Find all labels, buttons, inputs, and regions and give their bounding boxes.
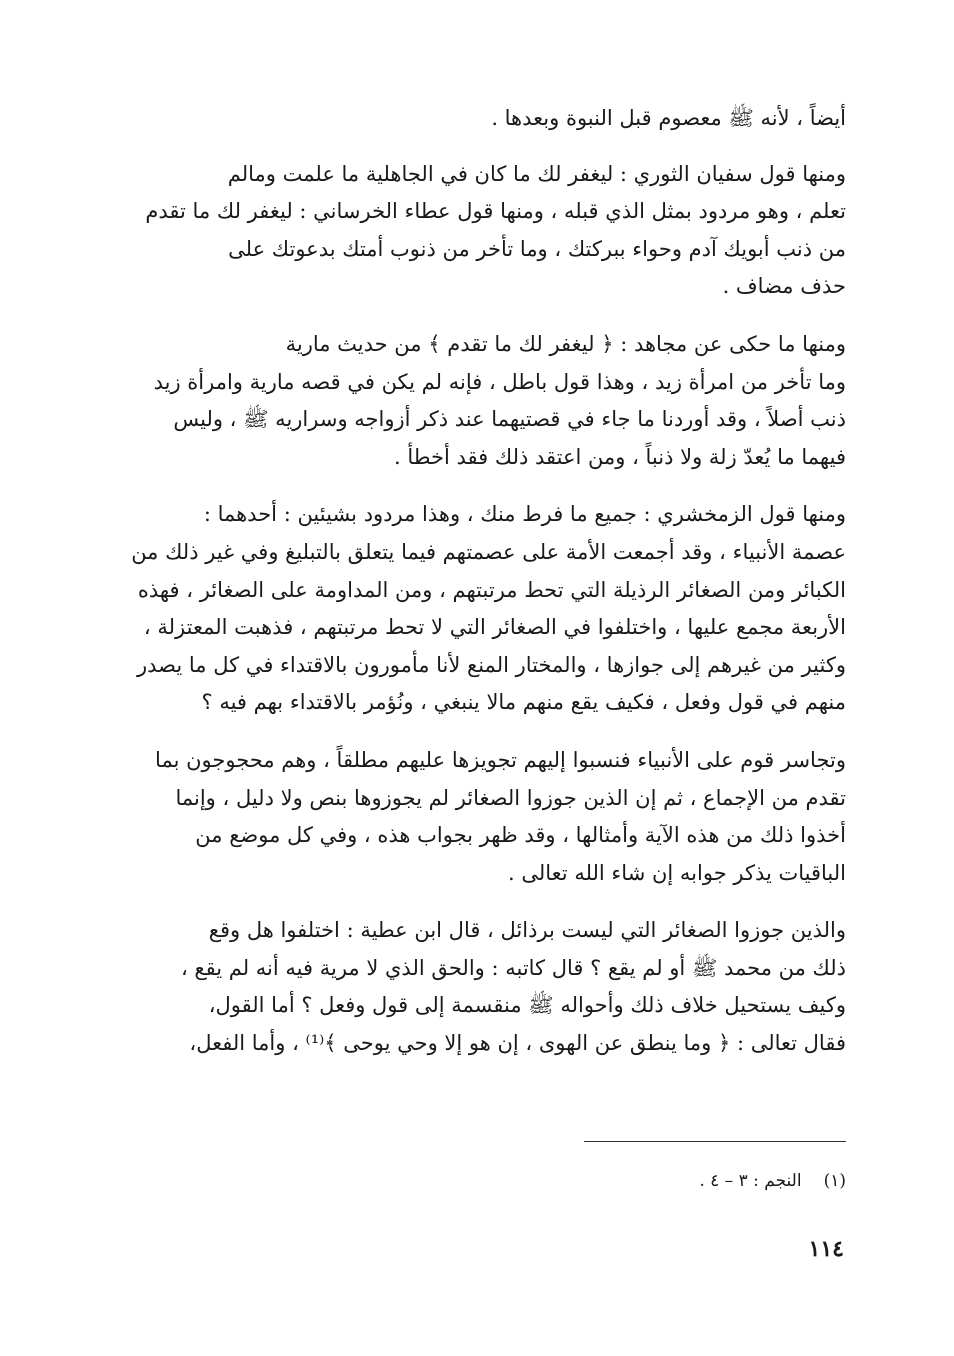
text-line: تعلم ، وهو مردود بمثل الذي قبله ، ومنها قول عطاء الخرساني : ليغفر لك ما تقدم <box>145 199 846 224</box>
text-line: أيضاً ، لأنه ﷺ معصوم قبل النبوة وبعدها . <box>491 106 846 130</box>
page-number: ١١٤ <box>808 1236 844 1262</box>
text-line: وكثير من غيرهم إلى جوازها ، والمختار المنع لأنا مأمورون بالاقتداء في كل ما يصدر <box>137 652 846 677</box>
text-line: فقال تعالى : ﴿ وما ينطق عن الهوى ، إن هو إلا وحي يوحى ﴾⁽¹⁾ ، وأما الفعل، <box>189 1031 846 1056</box>
text-line: الأربعة مجمع عليها ، واختلفوا في الصغائر التي لا تحط مرتبتهم ، فذهبت المعتزلة ، <box>143 615 846 640</box>
footnote <box>699 1171 846 1191</box>
text-line: الكبائر ومن الصغائر الرذيلة التي تحط مرتبتهم ، ومن المداومة على الصغائر ، فهذه <box>137 577 846 602</box>
paragraph-2 <box>120 156 846 306</box>
paragraph-3 <box>120 326 846 476</box>
text-line: وكيف يستحيل خلاف ذلك وأحواله ﷺ منقسمة إلى قول وفعل ؟ أما القول، <box>208 993 846 1018</box>
text-line: حذف مضاف . <box>722 274 846 299</box>
paragraph-5 <box>120 742 846 892</box>
footnote-text: النجم : ٣ – ٤ . <box>699 1171 802 1191</box>
text-line: منهم في قول وفعل ، فكيف يقع منهم مالا ينبغي ، ونُؤمر بالاقتداء بهم فيه ؟ <box>201 690 846 715</box>
text-line: ذلك من محمد ﷺ أو لم يقع ؟ قال كاتبه : والحق الذي لا مرية فيه أنه لم يقع ، <box>180 955 846 980</box>
text-line: فيهما ما يُعدّ زلة ولا ذنباً ، ومن اعتقد ذلك فقد أخطأ . <box>394 444 846 469</box>
text-line: تقدم من الإجماع ، ثم إن الذين جوزوا الصغائر لم يجوزوها بنص ولا دليل ، وإنما <box>175 785 846 810</box>
paragraph-4 <box>120 496 846 722</box>
text-line: عصمة الأنبياء ، وقد أجمعت الأمة على عصمتهم فيما يتعلق بالتبليغ وفي غير ذلك من <box>131 539 846 564</box>
footnote-number: (١) <box>823 1171 846 1191</box>
page-body <box>120 100 846 1083</box>
text-line: وتجاسر قوم على الأنبياء فنسبوا إليهم تجويزها عليهم مطلقاً ، وهم محجوجون بما <box>155 747 846 772</box>
text-line: والذين جوزوا الصغائر التي ليست برذائل ، قال ابن عطية : اختلفوا هل وقع <box>208 918 846 943</box>
paragraph-1 <box>120 100 846 138</box>
text-line: من ذنب أبويك آدم وحواء ببركتك ، وما تأخر من ذنوب أمتك بدعوتك على <box>228 236 846 261</box>
text-line: ومنها قول سفيان الثوري : ليغفر لك ما كان في الجاهلية ما علمت ومالم <box>227 161 846 186</box>
text-line: أخذوا ذلك من هذه الآية وأمثالها ، وقد ظهر بجواب هذه ، وفي كل موضع من <box>195 823 846 848</box>
text-line: ومنها ما حكى عن مجاهد : ﴿ ليغفر لك ما تقدم ﴾ من حديث مارية <box>285 331 846 356</box>
text-line: ذنب أصلاً ، وقد أوردنا ما جاء في قصتيهما عند ذكر أزواجه وسراريه ﷺ ، وليس <box>173 407 846 432</box>
text-line: الباقيات يذكر جوابه إن شاء الله تعالى . <box>508 860 846 885</box>
text-line: ومنها قول الزمخشري : جميع ما فرط منك ، وهذا مردود بشيئين : أحدهما : <box>203 502 846 527</box>
paragraph-6 <box>120 912 846 1062</box>
footnote-divider <box>584 1141 846 1142</box>
text-line: وما تأخر من امرأة زيد ، وهذا قول باطل ، فإنه لم يكن في قصه مارية وامرأة زيد <box>153 369 846 394</box>
